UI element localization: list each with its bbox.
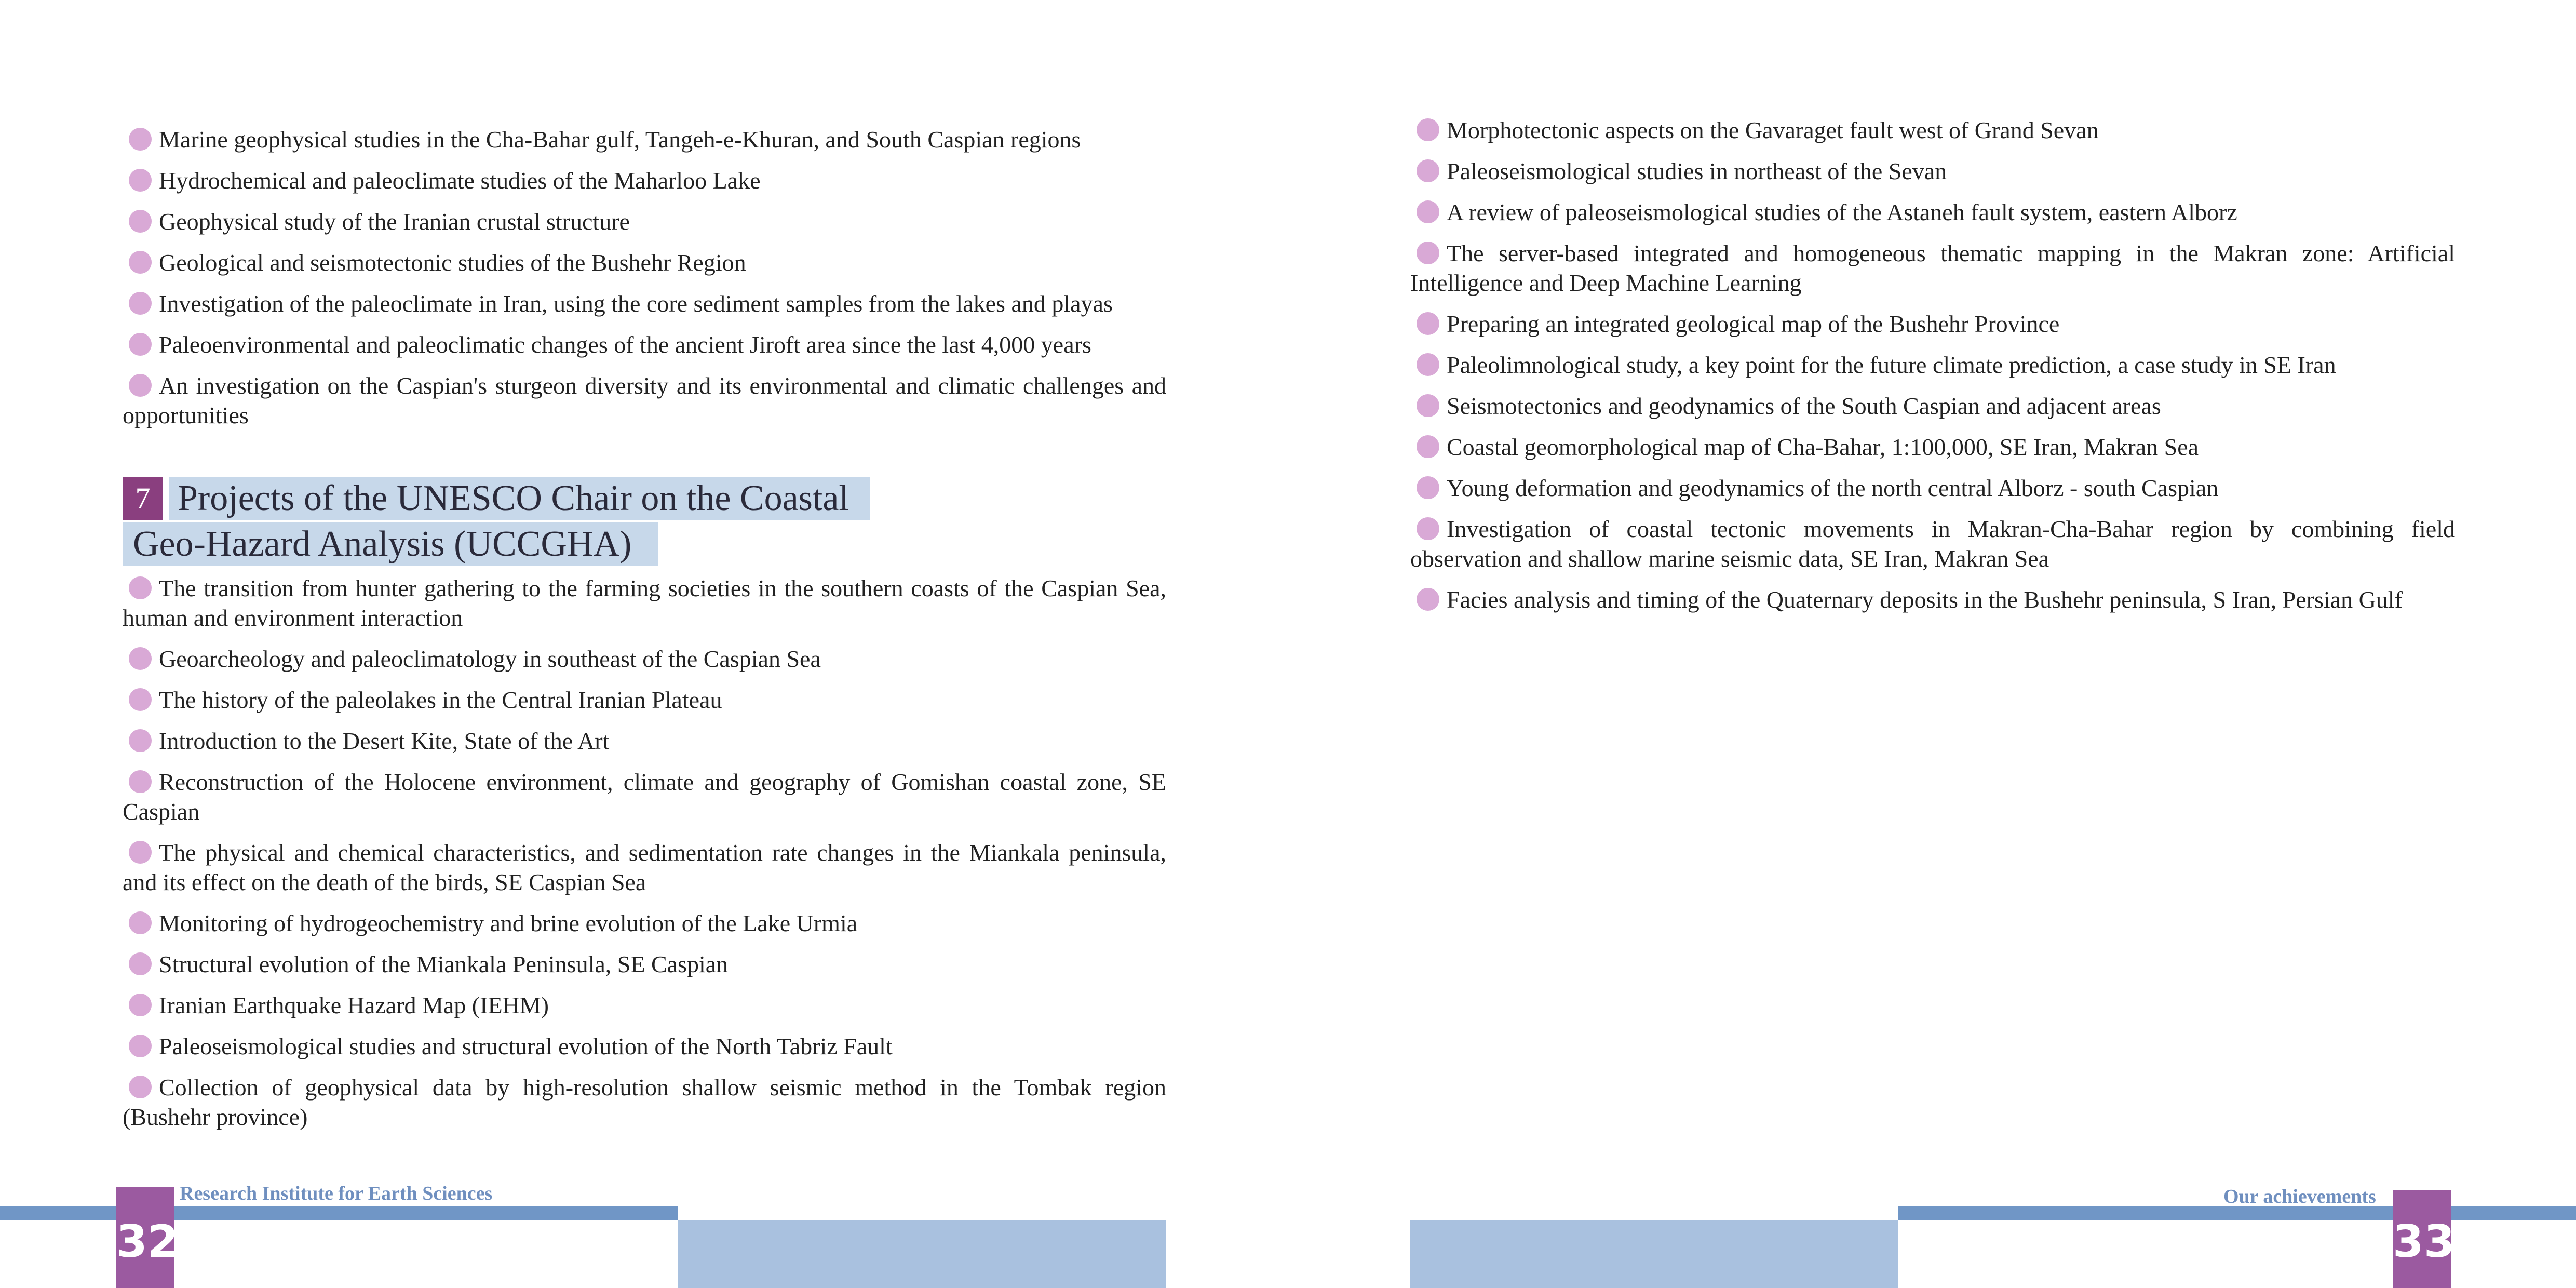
list-item: Investigation of coastal tectonic movements in Makran-Cha-Bahar region by combining field observation and shallow marine seismic data, SE Iran, Makran Sea xyxy=(1410,516,2455,572)
footer-light-block xyxy=(1410,1220,1898,1288)
bullet-dot-icon xyxy=(1417,312,1439,335)
list-item: Young deformation and geodynamics of the north central Alborz - south Caspian xyxy=(1410,473,2455,503)
page-number: 32 xyxy=(116,1216,179,1268)
list-item: Paleolimnological study, a key point for the future climate prediction, a case study in SE Iran xyxy=(1410,350,2455,380)
bullet-dot-icon xyxy=(1417,353,1439,376)
list-item: Monitoring of hydrogeochemistry and brine evolution of the Lake Urmia xyxy=(123,908,1166,938)
list-item: The physical and chemical characteristics, and sedimentation rate changes in the Miankala peninsula, and its effect on the death of the birds, SE Caspian Sea xyxy=(123,839,1166,895)
section-title-line2: Geo-Hazard Analysis (UCCGHA) xyxy=(123,522,658,566)
bullet-dot-icon xyxy=(1417,242,1439,264)
footer-institute-text: Research Institute for Earth Sciences xyxy=(180,1183,493,1204)
footer-blue-bar xyxy=(1898,1206,2576,1220)
list-item: Reconstruction of the Holocene environment, climate and geography of Gomishan coastal zone, SE Caspian xyxy=(123,769,1166,825)
list-item: Preparing an integrated geological map of the Bushehr Province xyxy=(1410,309,2455,339)
footer-blue-bar xyxy=(0,1206,678,1220)
list-item: Structural evolution of the Miankala Peninsula, SE Caspian xyxy=(123,949,1166,979)
bullet-dot-icon xyxy=(129,841,152,864)
list-item: Coastal geomorphological map of Cha-Bahar, 1:100,000, SE Iran, Makran Sea xyxy=(1410,432,2455,462)
list-item: Geological and seismotectonic studies of the Bushehr Region xyxy=(123,248,1166,277)
top-bullet-list xyxy=(123,125,1166,441)
bullet-dot-icon xyxy=(129,1035,152,1057)
bullet-dot-icon xyxy=(129,374,152,397)
bullet-dot-icon xyxy=(1417,159,1439,182)
bullet-dot-icon xyxy=(129,333,152,356)
list-item: Iranian Earthquake Hazard Map (IEHM) xyxy=(123,990,1166,1020)
list-item: Facies analysis and timing of the Quaternary deposits in the Bushehr peninsula, S Iran, Persian Gulf xyxy=(1410,585,2455,614)
bullet-dot-icon xyxy=(129,169,152,192)
bullet-dot-icon xyxy=(129,128,152,151)
section-heading xyxy=(123,477,870,566)
list-item: Paleoseismological studies in northeast of the Sevan xyxy=(1410,156,2455,186)
list-item: Geoarcheology and paleoclimatology in southeast of the Caspian Sea xyxy=(123,644,1166,674)
list-item: The history of the paleolakes in the Central Iranian Plateau xyxy=(123,685,1166,715)
bullet-dot-icon xyxy=(129,647,152,670)
bullet-dot-icon xyxy=(129,576,152,599)
bullet-dot-icon xyxy=(1417,435,1439,458)
bullet-dot-icon xyxy=(1417,588,1439,611)
list-item: Paleoseismological studies and structural evolution of the North Tabriz Fault xyxy=(123,1031,1166,1061)
list-item: Geophysical study of the Iranian crustal structure xyxy=(123,207,1166,236)
section-bullet-list xyxy=(123,573,1166,1143)
bullet-dot-icon xyxy=(129,770,152,793)
footer-achievements-text: Our achievements xyxy=(2223,1186,2376,1208)
list-item: Paleoenvironmental and paleoclimatic changes of the ancient Jiroft area since the last 4,000 years xyxy=(123,330,1166,359)
list-item: Seismotectonics and geodynamics of the South Caspian and adjacent areas xyxy=(1410,391,2455,421)
right-bullet-list xyxy=(1410,115,2455,626)
list-item: Marine geophysical studies in the Cha-Bahar gulf, Tangeh-e-Khuran, and South Caspian regions xyxy=(123,125,1166,154)
list-item: The transition from hunter gathering to the farming societies in the southern coasts of the Caspian Sea, human and environment interaction xyxy=(123,575,1166,631)
footer-light-block xyxy=(678,1220,1166,1288)
bullet-dot-icon xyxy=(129,251,152,274)
bullet-dot-icon xyxy=(1417,517,1439,540)
bullet-dot-icon xyxy=(129,729,152,752)
bullet-dot-icon xyxy=(1417,200,1439,223)
list-item: Collection of geophysical data by high-resolution shallow seismic method in the Tombak region (Bushehr province) xyxy=(123,1074,1166,1130)
list-item: Investigation of the paleoclimate in Iran, using the core sediment samples from the lakes and playas xyxy=(123,289,1166,318)
right-page xyxy=(1288,0,2576,1288)
list-item: Introduction to the Desert Kite, State of the Art xyxy=(123,726,1166,756)
list-item: Morphotectonic aspects on the Gavaraget fault west of Grand Sevan xyxy=(1410,115,2455,145)
list-item: The server-based integrated and homogeneous thematic mapping in the Makran zone: Artificial Intelligence and Deep Machine Learning xyxy=(1410,240,2455,296)
bullet-dot-icon xyxy=(1417,394,1439,417)
section-title-line1: Projects of the UNESCO Chair on the Coastal xyxy=(169,477,870,520)
page-number: 33 xyxy=(2393,1216,2455,1268)
bullet-dot-icon xyxy=(129,911,152,934)
bullet-dot-icon xyxy=(129,994,152,1016)
bullet-dot-icon xyxy=(1417,476,1439,499)
bullet-dot-icon xyxy=(1417,118,1439,141)
bullet-dot-icon xyxy=(129,292,152,315)
list-item: An investigation on the Caspian's sturgeon diversity and its environmental and climatic challenges and opportunities xyxy=(123,372,1166,428)
list-item: Hydrochemical and paleoclimate studies of the Maharloo Lake xyxy=(123,166,1166,195)
bullet-dot-icon xyxy=(129,1076,152,1098)
bullet-dot-icon xyxy=(129,210,152,233)
section-number: 7 xyxy=(123,477,163,520)
bullet-dot-icon xyxy=(129,688,152,711)
list-item: A review of paleoseismological studies of the Astaneh fault system, eastern Alborz xyxy=(1410,197,2455,227)
bullet-dot-icon xyxy=(129,952,152,975)
